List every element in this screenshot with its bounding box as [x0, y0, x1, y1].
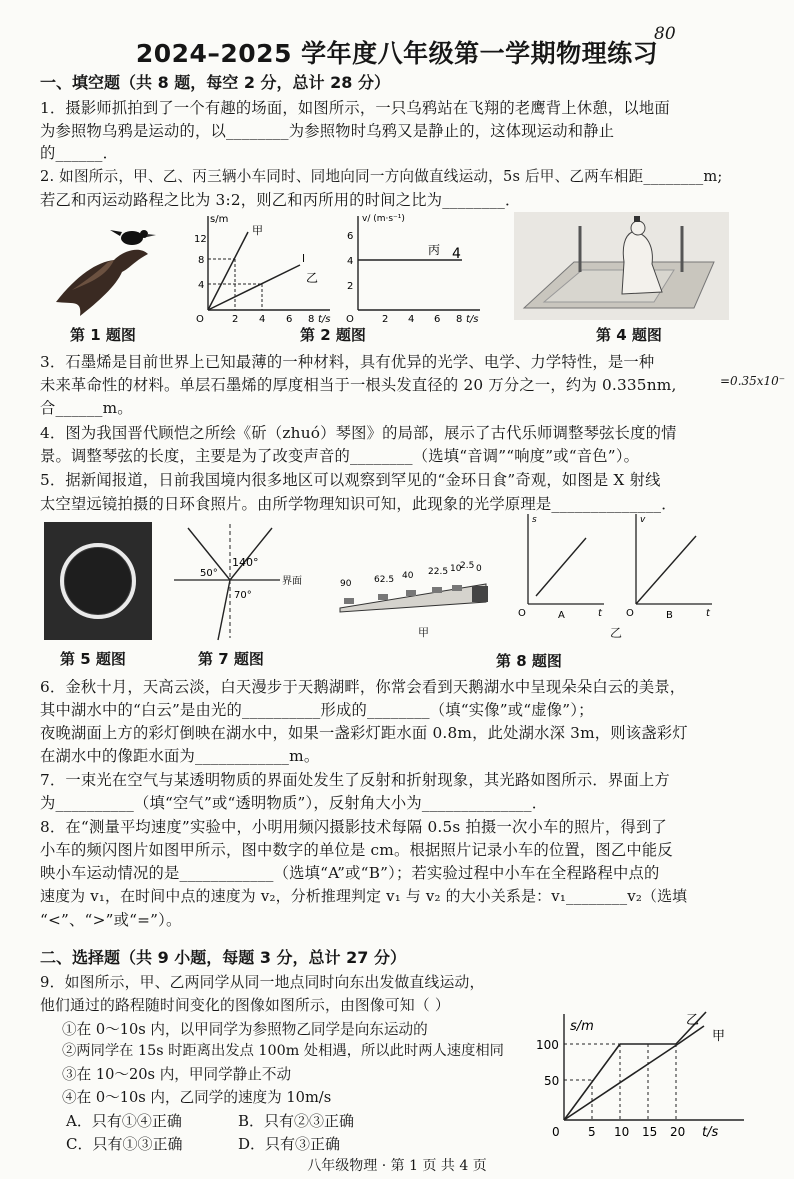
fig2-xlabel: t/s	[318, 314, 331, 325]
fig8-graph-a-ylabel: s	[532, 515, 537, 525]
fig4-painting-image	[514, 212, 729, 320]
fig7-caption: 第 7 题图	[198, 650, 264, 668]
fig2-line-yi	[208, 265, 300, 310]
fig8-incline-image	[336, 556, 496, 616]
fig8-position: 62.5	[374, 575, 395, 585]
fig9-xlabel: t/s	[702, 1125, 719, 1140]
fig2-label-yi: 乙	[306, 271, 319, 285]
fig2-origin: O	[196, 314, 204, 325]
q9-line1: 9．如图所示，甲、乙两同学从同一地点同时向东出发做直线运动，	[40, 974, 485, 991]
fig1-caption: 第 1 题图	[70, 326, 136, 344]
q3-line2: 未来革命性的材料。单层石墨烯的厚度相当于一根头发直径的 20 万分之一，约为 0.335nm,	[40, 376, 677, 394]
fig8-graph-a-xlabel: t	[598, 608, 602, 619]
fig8-position: 0	[476, 564, 482, 574]
fig2b-xlabel: t/s	[466, 314, 479, 325]
fig8-graph-b-xlabel: t	[706, 608, 710, 619]
fig2b-xtick: 4	[408, 314, 415, 325]
fig2-label-jia: 甲	[252, 224, 263, 237]
q4-line1: 4．图为我国晋代顾恺之所绘《斫（zhuó）琴图》的局部，展示了古代乐师调整琴弦长度的情	[40, 424, 677, 442]
fig8-graph-a-origin: O	[518, 608, 526, 619]
fig2-xtick: 4	[259, 314, 266, 325]
fig2-ytick: 12	[194, 234, 207, 245]
q7-line2: 为__________（填“空气”或“透明物质”），反射角大小为______________．	[40, 794, 548, 812]
q1-line1: 1．摄影师抓拍到了一个有趣的场面，如图所示，一只乌鸦站在飞翔的老鹰背上休憩，以地面	[40, 99, 670, 117]
q9-choice-c[interactable]: C．只有①③正确	[66, 1135, 183, 1153]
fig9-origin: 0	[552, 1125, 560, 1139]
fig7-surface-label: 界面	[282, 576, 302, 587]
fig7-reflected-ray	[230, 528, 272, 580]
q2-line1: 2. 如图所示，甲、乙、丙三辆小车同时、同地向同一方向做直线运动，5s 后甲、乙两车相距________m;	[40, 168, 723, 185]
fig2b-ytick: 2	[347, 281, 354, 292]
q9-line2: 他们通过的路程随时间变化的图像如图所示，由图像可知（ ）	[40, 997, 450, 1014]
fig2-ytick: 8	[198, 255, 205, 266]
fig8-label-yi: 乙	[610, 626, 623, 640]
fig2b-mark: 4	[452, 246, 461, 262]
fig8-graph-a-line	[536, 538, 586, 596]
q9-statement-1: ①在 0～10s 内，以甲同学为参照物乙同学是向东运动的	[62, 1021, 428, 1038]
fig8-position: 2.5	[460, 561, 475, 571]
fig7-light-path	[170, 520, 310, 642]
fig7-angle-left: 50°	[200, 568, 218, 579]
q8-line2: 小车的频闪图片如图甲所示，图中数字的单位是 cm。根据照片记录小车的位置，图乙中能反	[40, 841, 673, 859]
q8-line1: 8．在“测量平均速度”实验中，小明用频闪摄影技术每隔 0.5s 拍摄一次小车的照片，得到了	[40, 818, 667, 836]
fig2-caption: 第 2 题图	[300, 326, 366, 344]
fig9-xtick: 10	[614, 1125, 630, 1139]
q8-line5: “<”、“>”或“=”）。	[40, 911, 182, 929]
fig2b-xtick: 6	[434, 314, 441, 325]
fig2-ylabel: s/m	[210, 214, 229, 225]
fig8-graph-b-line	[636, 536, 696, 604]
q3-line1: 3．石墨烯是目前世界上已知最薄的一种材料，具有优异的光学、电学、力学特性，是一种	[40, 353, 655, 371]
fig8-caption: 第 8 题图	[496, 652, 562, 670]
q1-line2: 为参照物乌鸦是运动的，以________为参照物时乌鸦又是静止的，这体现运动和静止	[40, 122, 615, 140]
q9-choice-d[interactable]: D．只有③正确	[238, 1135, 341, 1153]
fig7-refracted-ray	[218, 580, 230, 640]
fig2-xtick: 2	[232, 314, 239, 325]
fig5-eclipse-photo	[44, 522, 152, 640]
fig8-graph-b	[622, 508, 718, 620]
fig2-xtick: 6	[286, 314, 293, 325]
fig8-label-jia: 甲	[418, 626, 429, 639]
fig8-position: 22.5	[428, 567, 449, 577]
fig2-st-graph	[190, 210, 340, 325]
q9-statement-3: ③在 10～20s 内，甲同学静止不动	[62, 1066, 292, 1083]
fig2b-ylabel: v/ (m·s⁻¹)	[362, 214, 405, 224]
fig9-xtick: 20	[670, 1125, 686, 1139]
fig9-xtick: 5	[588, 1125, 596, 1139]
fig9-ylabel: s/m	[570, 1019, 594, 1034]
q5-line2: 太空望远镜拍摄的日环食照片。由所学物理知识可知，此现象的光学原理是______________．	[40, 495, 677, 513]
fig4-caption: 第 4 题图	[596, 326, 662, 344]
page-footer: 八年级物理 · 第 1 页 共 4 页	[307, 1158, 487, 1174]
fig9-st-graph	[534, 1008, 754, 1144]
fig8-graph-b-name: B	[666, 610, 673, 620]
fig2-line-jia	[208, 232, 248, 310]
q9-choice-a[interactable]: A．只有①④正确	[66, 1112, 182, 1130]
fig2-mark: l	[302, 252, 306, 265]
fig7-angle-bottom: 70°	[234, 590, 252, 601]
q3-line3: 合______m。	[40, 399, 133, 417]
page-title: 2024–2025 学年度八年级第一学期物理练习	[135, 39, 659, 68]
fig9-label-yi: 乙	[686, 1013, 700, 1028]
q8-line3: 映小车运动情况的是____________（选填“A”或“B”）；若实验过程中小车在全程路程中点的	[40, 864, 660, 882]
section2-heading: 二、选择题（共 9 小题，每题 3 分，总计 27 分）	[40, 948, 406, 967]
fig9-line-yi	[564, 1044, 678, 1120]
fig8-position: 90	[340, 579, 352, 589]
fig8-graph-a-name: A	[558, 610, 565, 620]
q6-line3: 夜晚湖面上方的彩灯倒映在湖水中，如果一盏彩灯距水面 0.8m，此处湖水深 3m，则该盏彩灯	[40, 724, 688, 742]
q6-line1: 6．金秋十月，天高云淡，白天漫步于天鹅湖畔，你常会看到天鹅湖水中呈现朵朵白云的美景，	[40, 678, 686, 696]
section1-heading: 一、填空题（共 8 题，每空 2 分，总计 28 分）	[40, 73, 390, 92]
fig9-label-jia: 甲	[712, 1029, 726, 1044]
q6-line2: 其中湖水中的“白云”是由光的__________形成的________（填“实像”或“虚像”）；	[40, 701, 594, 719]
fig5-caption: 第 5 题图	[60, 650, 126, 668]
fig8-position: 40	[402, 571, 414, 581]
fig8-graph-b-ylabel: v	[640, 515, 646, 525]
fig2b-ytick: 6	[347, 231, 354, 242]
fig9-xtick: 15	[642, 1125, 658, 1139]
fig2-ytick: 4	[198, 280, 205, 291]
q6-line4: 在湖水中的像距水面为____________m。	[40, 747, 320, 765]
q5-line1: 5．据新闻报道，日前我国境内很多地区可以观察到罕见的“金环日食”奇观，如图是 X 射线	[40, 471, 661, 489]
fig2-xtick: 8	[308, 314, 315, 325]
fig8-graph-a	[514, 508, 610, 620]
q4-line2: 景。调整琴弦的长度，主要是为了改变声音的________（选填“音调”“响度”或“音色”）。	[40, 447, 640, 465]
fig1-eagle-image	[52, 220, 162, 320]
q9-statement-2: ②两同学在 15s 时距离出发点 100m 处相遇，所以此时两人速度相同	[62, 1043, 504, 1059]
q9-choice-b[interactable]: B．只有②③正确	[238, 1112, 355, 1130]
q8-line4: 速度为 v₁，在时间中点的速度为 v₂，分析推理判定 v₁ 与 v₂ 的大小关系是：v₁________v₂（选填	[40, 887, 688, 905]
fig2b-vt-graph	[340, 210, 490, 325]
fig2b-xtick: 2	[382, 314, 389, 325]
handwritten-note: =0.35x10⁻	[720, 374, 786, 388]
handwritten-score: 80	[654, 24, 676, 44]
q1-line3: 的______．	[40, 144, 119, 162]
fig2b-label-bing: 丙	[428, 243, 441, 257]
fig2b-xtick: 8	[456, 314, 463, 325]
fig9-ytick: 50	[544, 1074, 560, 1088]
fig8-position: 10	[450, 564, 462, 574]
fig7-angle-top: 140°	[232, 556, 259, 569]
q7-line1: 7．一束光在空气与某透明物质的界面处发生了反射和折射现象，其光路如图所示．界面上方	[40, 771, 670, 789]
fig2b-origin: O	[346, 314, 354, 325]
q2-line2: 若乙和丙运动路程之比为 3:2，则乙和丙所用的时间之比为________．	[40, 191, 521, 209]
fig2b-ytick: 4	[347, 256, 354, 267]
q9-statement-4: ④在 0～10s 内，乙同学的速度为 10m/s	[62, 1089, 332, 1106]
fig9-ytick: 100	[536, 1038, 559, 1052]
fig8-graph-b-origin: O	[626, 608, 634, 619]
